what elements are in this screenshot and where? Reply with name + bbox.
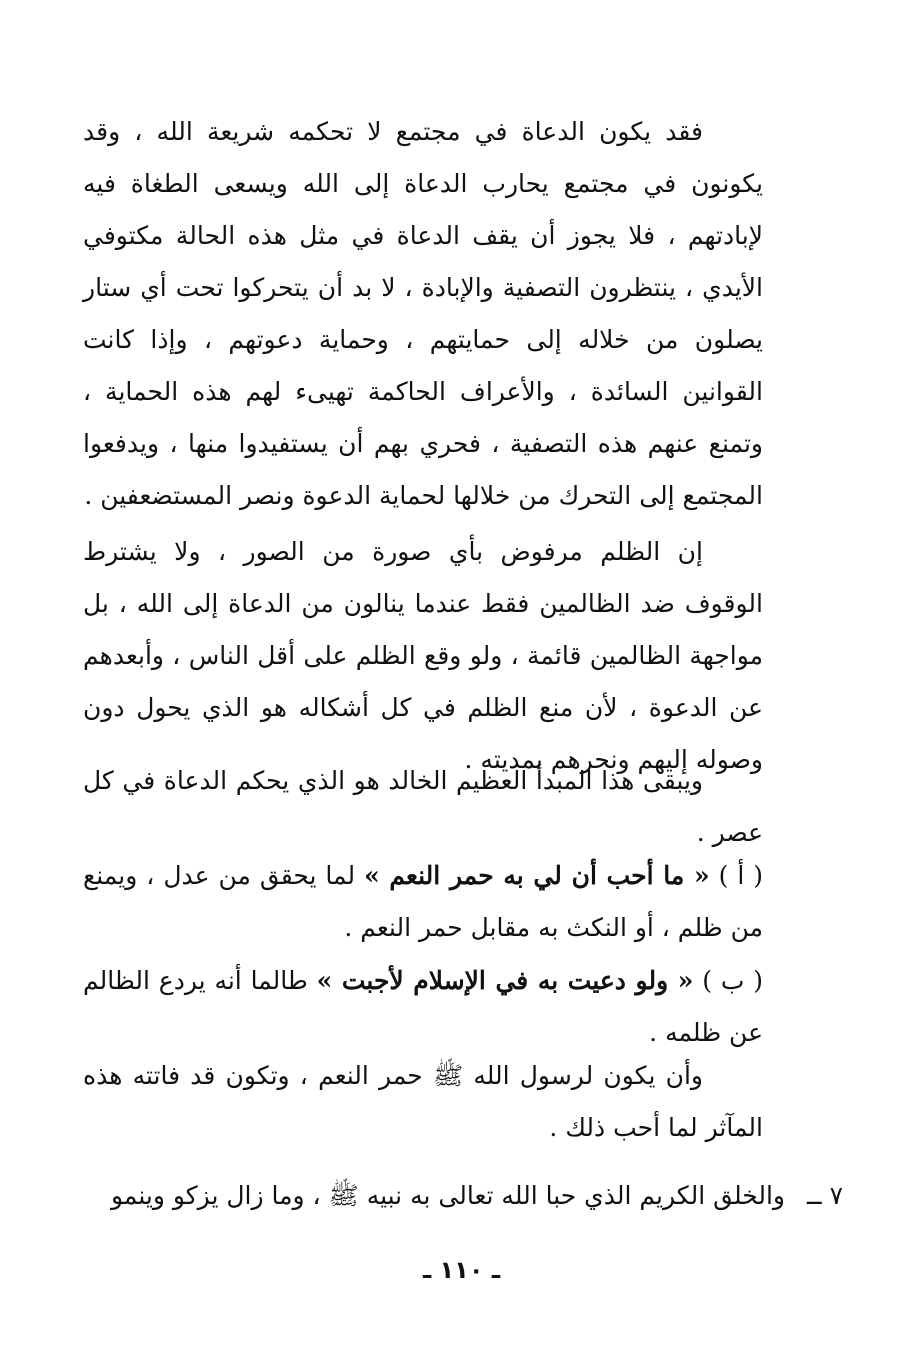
numbered-item-text: والخلق الكريم الذي حبا الله تعالى به نبيه ﷺ ، وما زال يزكو وينمو <box>110 1181 785 1210</box>
numbered-item-dash: ــ <box>806 1181 822 1210</box>
paragraph-3-text: ويبقى هذا المبدأ العظيم الخالد هو الذي يحكم الدعاة في كل عصر . <box>83 766 763 847</box>
list-item-b-text: طالما أنه يردع الظالم عن ظلمه . <box>83 966 763 1047</box>
numbered-item-7 <box>83 1170 843 1222</box>
paragraph-1 <box>83 106 763 522</box>
paragraph-2 <box>83 526 763 786</box>
paragraph-2-text: إن الظلم مرفوض بأي صورة من الصور ، ولا يشترط الوقوف ضد الظالمين فقط عندما ينالون من الدعاة إلى الله ، بل مواجهة الظالمين قائمة ، ولو وقع الظلم على أقل الناس ، وأبعدهم عن الدعوة ، لأن منع الظلم في كل أشكاله هو الذي يحول دون وصوله إليهم ونحرهم بمديته . <box>83 537 763 774</box>
list-item-b-marker: ( ب ) <box>702 966 763 995</box>
list-item-a-text: لما يحقق من عدل ، ويمنع من ظلم ، أو النكث به مقابل حمر النعم . <box>83 861 763 942</box>
list-item-a <box>83 850 763 954</box>
page-number: ـ ١١٠ ـ <box>422 1256 501 1284</box>
list-item-b <box>83 955 763 1059</box>
closing-paragraph-text: وأن يكون لرسول الله ﷺ حمر النعم ، وتكون قد فاتته هذه المآثر لما أحب ذلك . <box>83 1061 763 1142</box>
paragraph-1-text: فقد يكون الدعاة في مجتمع لا تحكمه شريعة الله ، وقد يكونون في مجتمع يحارب الدعاة إلى الله ويسعى الطغاة فيه لإبادتهم ، فلا يجوز أن يقف الدعاة في مثل هذه الحالة مكتوفي الأيدي ، ينتظرون التصفية والإبادة ، لا بد أن يتحركوا تحت أي ستار يصلون من خلاله إلى حمايتهم ، وحماية دعوتهم ، وإذا كانت القوانين السائدة ، والأعراف الحاكمة تهيىء لهم هذه الحماية ، وتمنع عنهم هذه التصفية ، فحري بهم أن يستفيدوا منها ، ويدفعوا المجتمع إلى التحرك من خلالها لحماية الدعوة ونصر المستضعفين . <box>83 117 763 510</box>
numbered-item-number: ٧ <box>829 1181 843 1210</box>
closing-paragraph <box>83 1050 763 1154</box>
list-item-a-marker: ( أ ) <box>718 861 763 890</box>
list-item-b-quote: « ولو دعيت به في الإسلام لأجبت » <box>316 966 694 995</box>
paragraph-3 <box>83 755 763 859</box>
list-item-a-quote: « ما أحب أن لي به حمر النعم » <box>364 861 710 890</box>
